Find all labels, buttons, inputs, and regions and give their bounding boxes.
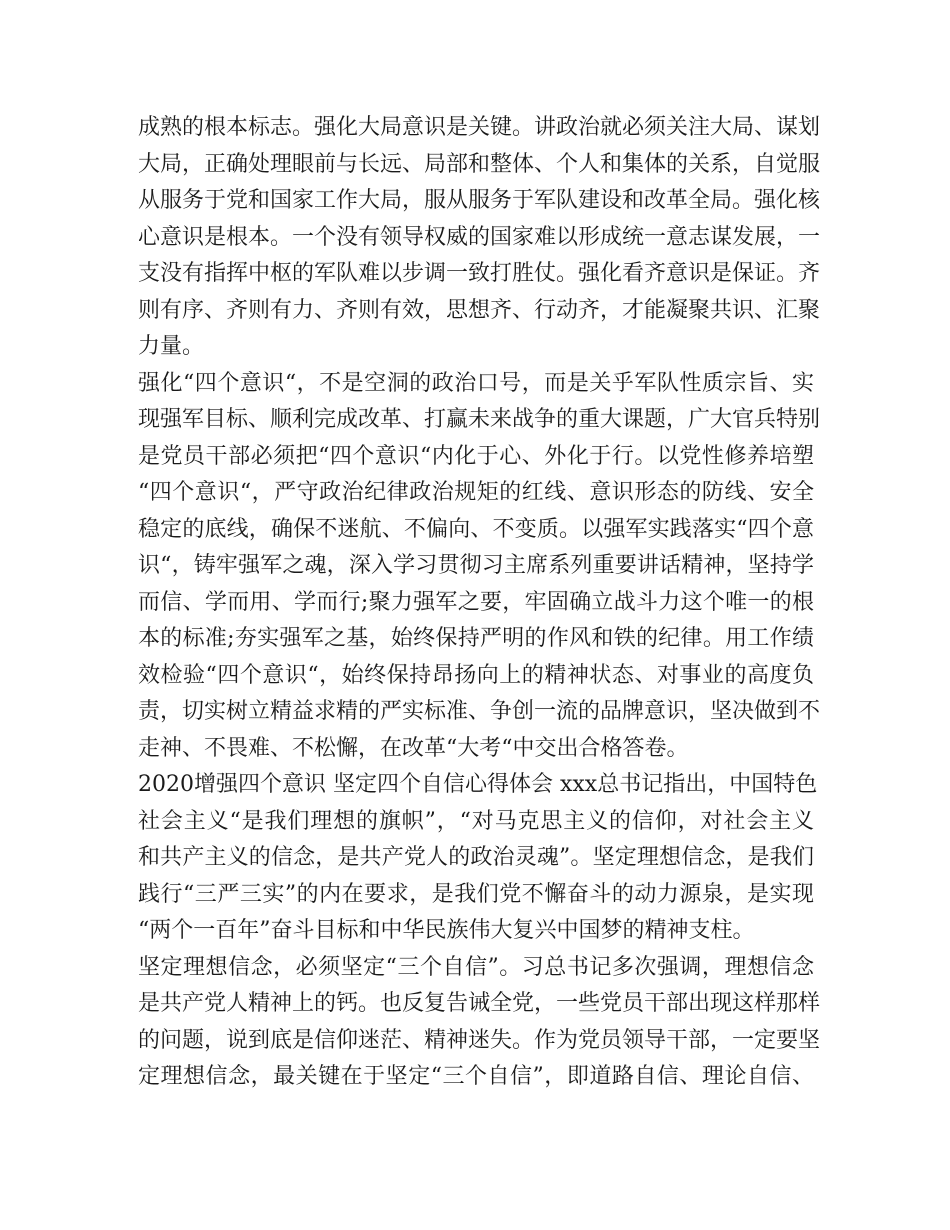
paragraph-political-maturity [138, 110, 821, 366]
text-line: 坚定理想信念，必须坚定“三个自信”。习总书记多次强调，理想信念 [138, 954, 814, 980]
text-line: 定理想信念，最关键在于坚定“三个自信”，即道路自信、理论自信、 [138, 1064, 814, 1089]
text-line: 走神、不畏难、不松懈，在改革“大考“中交出合格答卷。 [138, 735, 689, 761]
text-line: 2020增强四个意识 坚定四个自信心得体会 xxx总书记指出，中国特色 [138, 772, 818, 797]
text-line: 成熟的根本标志。强化大局意识是关键。讲政治就必须关注大局、谋划 [138, 115, 821, 140]
text-line: 效检验“四个意识“，始终保持昂扬向上的精神状态、对事业的高度负 [138, 662, 814, 688]
text-line: 践行“三严三实”的内在要求，是我们党不懈奋斗的动力源泉，是实现 [138, 881, 814, 907]
text-line: 而信、学而用、学而行;聚力强军之要，牢固确立战斗力这个唯一的根 [138, 589, 814, 615]
text-line: 心意识是根本。一个没有领导权威的国家难以形成统一意志谋发展，一 [138, 224, 821, 250]
text-line: “两个一百年”奋斗目标和中华民族伟大复兴中国梦的精神支柱。 [138, 918, 755, 943]
paragraph-four-consciousness [138, 366, 821, 768]
text-line: 识“，铸牢强军之魂，深入学习贯彻习主席系列重要讲话精神，坚持学 [138, 553, 814, 578]
text-line: 社会主义“是我们理想的旗帜”，“对马克思主义的信仰，对社会主义 [138, 808, 814, 834]
text-line: 和共产主义的信念，是共产党人的政治灵魂”。坚定理想信念，是我们 [138, 845, 814, 870]
text-line: 本的标准;夯实强军之基，始终保持严明的作风和铁的纪律。用工作绩 [138, 626, 814, 651]
text-line: 的问题，说到底是信仰迷茫、精神迷失。作为党员领导干部，一定要坚 [138, 1027, 821, 1053]
paragraph-four-confidences [138, 767, 818, 950]
text-line: 稳定的底线，确保不迷航、不偏向、不变质。以强军实践落实“四个意 [138, 516, 814, 542]
text-line: 大局，正确处理眼前与长远、局部和整体、个人和集体的关系，自觉服 [138, 151, 821, 177]
text-line: 支没有指挥中枢的军队难以步调一致打胜仗。强化看齐意识是保证。齐 [138, 261, 821, 286]
text-line: 现强军目标、顺利完成改革、打赢未来战争的重大课题，广大官兵特别 [138, 407, 821, 432]
text-line: “四个意识“，严守政治纪律政治规矩的红线、意识形态的防线、安全 [138, 480, 814, 505]
text-line: 则有序、齐则有力、齐则有效，思想齐、行动齐，才能凝聚共识、汇聚 [138, 297, 821, 323]
document-body [138, 110, 821, 1096]
text-line: 是共产党人精神上的钙。也反复告诫全党，一些党员干部出现这样那样 [138, 991, 821, 1016]
text-line: 从服务于党和国家工作大局，服从服务于军队建设和改革全局。强化核 [138, 188, 821, 213]
text-line: 力量。 [138, 334, 205, 359]
text-line: 是党员干部必须把“四个意识“内化于心、外化于行。以党性修养培塑 [138, 443, 814, 469]
text-line: 强化“四个意识“，不是空洞的政治口号，而是关乎军队性质宗旨、实 [138, 370, 814, 396]
paragraph-three-confidences [138, 950, 821, 1096]
text-line: 责，切实树立精益求精的严实标准、争创一流的品牌意识，坚决做到不 [138, 699, 821, 724]
